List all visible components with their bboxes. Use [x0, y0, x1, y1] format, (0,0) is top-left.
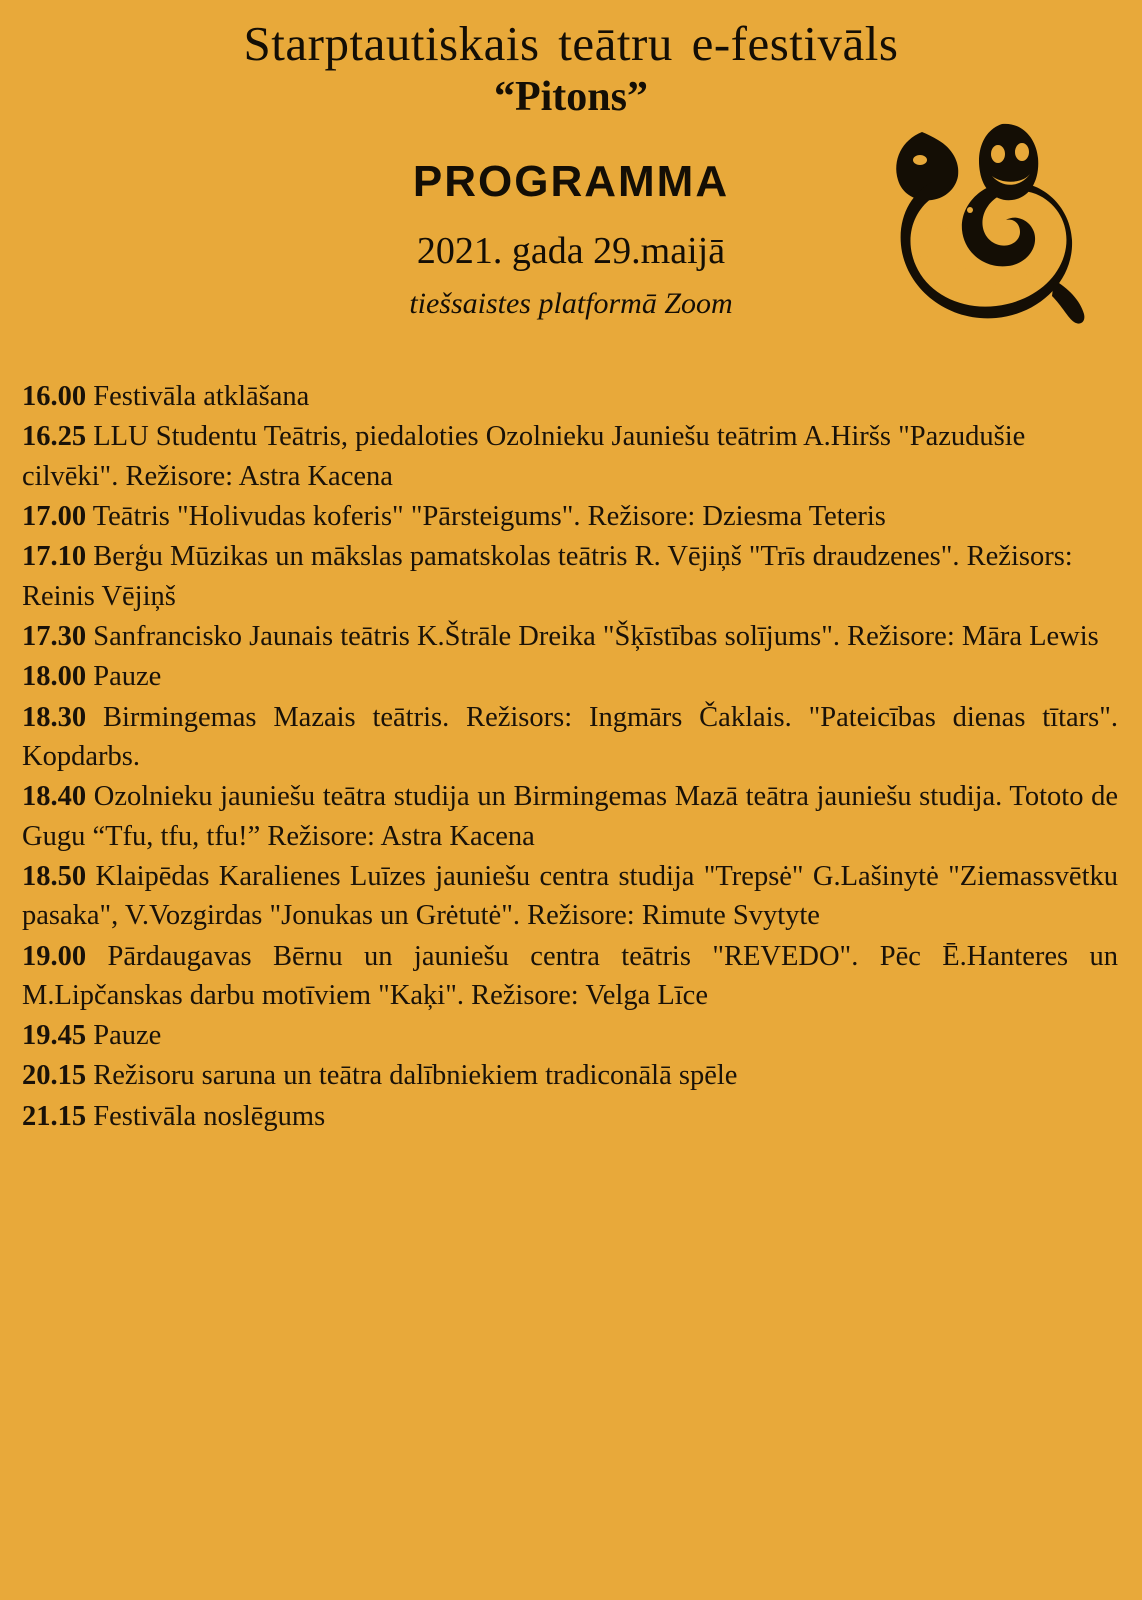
- list-item: [22, 377, 1118, 416]
- entry-text: Festivāla atklāšana: [86, 380, 310, 412]
- entry-time: 16.00: [22, 380, 87, 412]
- list-item: [22, 857, 1118, 936]
- python-snake-and-theatre-masks-logo: [884, 110, 1094, 340]
- list-item: [22, 1097, 1118, 1136]
- programme-heading: PROGRAMMA: [412, 156, 730, 206]
- event-platform: tiešsaistes platformā Zoom: [409, 286, 733, 320]
- entry-time: 19.00: [22, 940, 87, 972]
- entry-text: LLU Studentu Teātris, piedaloties Ozolnieku Jauniešu teātrim A.Hiršs "Pazudušie cilvēki". Režisore: Astra Kacena: [22, 421, 1026, 492]
- list-item: [22, 657, 1118, 696]
- festival-title-line2: “Pitons”: [493, 73, 648, 120]
- entry-time: 21.15: [22, 1100, 87, 1132]
- entry-text: Klaipēdas Karalienes Luīzes jauniešu centra studija "Trepsė" G.Lašinytė "Ziemassvētku pasaka", V.Vozgirdas "Jonukas un Grėtutė". Režisore: Rimute Svytyte: [22, 860, 1118, 932]
- list-item: [22, 497, 1118, 536]
- entry-text: Režisoru saruna un teātra dalībniekiem tradiconālā spēle: [86, 1060, 738, 1092]
- list-item: [22, 537, 1118, 616]
- entry-text: Ozolnieku jauniešu teātra studija un Birmingemas Mazā teātra jauniešu studija. Tototo de Gugu “Tfu, tfu, tfu!” Režisore: Astra Kacena: [22, 781, 1118, 852]
- entry-time: 18.30: [22, 701, 87, 733]
- list-item: [22, 1056, 1118, 1095]
- list-item: [22, 698, 1118, 777]
- entry-time: 20.15: [22, 1060, 87, 1092]
- entry-time: 17.10: [22, 541, 87, 573]
- entry-time: 19.45: [22, 1020, 87, 1052]
- list-item: [22, 617, 1118, 656]
- entry-text: Sanfrancisko Jaunais teātris K.Štrāle Dreika "Šķīstības solījums". Režisore: Māra Lewis: [86, 620, 1099, 652]
- entry-time: 18.40: [22, 781, 87, 813]
- festival-title-line1: Starptautiskais teātru e-festivāls: [243, 16, 899, 71]
- entry-time: 18.50: [22, 860, 87, 892]
- entry-text: Pauze: [86, 1020, 162, 1052]
- list-item: [22, 1016, 1118, 1055]
- entry-time: 17.00: [22, 500, 87, 532]
- entry-time: 17.30: [22, 620, 87, 652]
- entry-text: Festivāla noslēgums: [86, 1100, 326, 1132]
- list-item: [22, 937, 1118, 1016]
- entry-text: Birmingemas Mazais teātris. Režisors: Ingmārs Čaklais. "Pateicības dienas tītars". Kopdarbs.: [22, 701, 1118, 772]
- entry-text: Teātris "Holivudas koferis" "Pārsteigums". Režisore: Dziesma Teteris: [86, 500, 886, 532]
- entry-time: 18.00: [22, 661, 87, 693]
- entry-text: Pārdaugavas Bērnu un jauniešu centra teātris "REVEDO". Pēc Ē.Hanteres un M.Lipčanskas darbu motīviem "Kaķi". Režisore: Velga Līce: [22, 940, 1118, 1011]
- program-list: [22, 377, 1118, 1136]
- list-item: [22, 777, 1118, 856]
- event-date: 2021. gada 29.maijā: [416, 229, 726, 272]
- entry-time: 16.25: [22, 421, 87, 453]
- entry-text: Berģu Mūzikas un mākslas pamatskolas teātris R. Vējiņš "Trīs draudzenes". Režisors: Reinis Vējiņš: [22, 541, 1073, 612]
- list-item: [22, 417, 1118, 496]
- entry-text: Pauze: [86, 661, 162, 693]
